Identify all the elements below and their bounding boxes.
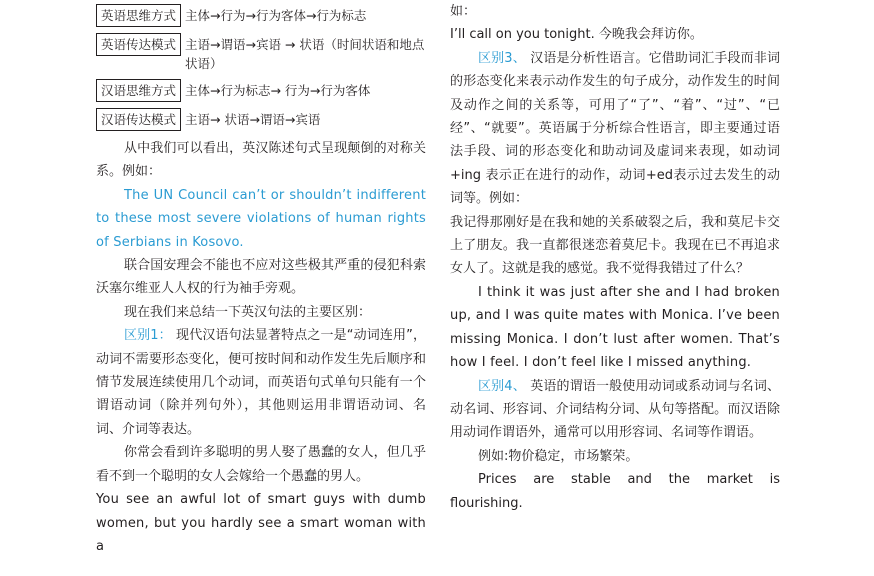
example-chinese: 联合国安理会不能也不应对这些极其严重的侵犯科索沃塞尔维亚人人权的行为袖手旁观。 xyxy=(96,258,426,297)
paragraph-example-zh: 你常会看到许多聪明的男人娶了愚蠢的女人，但几乎看不到一个聪明的女人会嫁给一个愚蠢的男人。 xyxy=(96,445,426,484)
paragraph-summary: 现在我们来总结一下英汉句法的主要区别： xyxy=(124,304,372,320)
difference-4-text: 英语的谓语一般使用动词或系动词与名词、动名词、形容词、介词结构分词、从句等搭配。而汉语除用动词作谓语外，通常可以用形容词、名词等作谓语。 xyxy=(450,378,780,441)
example-paragraph-en: I think it was just after she and I had broken up, and I was quite mates with Monica. I’ve been missing Monica. I don’t lust after women. That’s how I feel. I don’t feel like I missed anything. xyxy=(450,284,780,371)
difference-1-label: 区别1： xyxy=(124,328,172,344)
example-english: The UN Council can’t or shouldn’t indifferent to these most severe violations of human rights of Serbians in Kosovo. xyxy=(96,187,426,250)
difference-3 xyxy=(450,47,780,211)
chinese-expression-label: 汉语传达模式 xyxy=(96,108,181,131)
difference-4 xyxy=(450,375,780,445)
paragraph-example-en: You see an awful lot of smart guys with dumb women, but you hardly see a smart woman with a xyxy=(96,492,426,554)
chinese-thinking-label: 汉语思维方式 xyxy=(96,79,181,102)
chinese-expression-row xyxy=(96,108,426,131)
example-zh-short: 例如:物价稳定，市场繁荣。 xyxy=(478,448,639,464)
english-expression-text: 主语→谓语→宾语 → 状语（时间状语和地点状语） xyxy=(185,37,425,71)
right-column xyxy=(450,0,780,515)
difference-3-label: 区别3、 xyxy=(478,50,526,66)
chinese-expression-text: 主语→ 状语→谓语→宾语 xyxy=(185,112,321,127)
difference-1 xyxy=(96,324,426,441)
paragraph-intro: 从中我们可以看出，英汉陈述句式呈现颠倒的对称关系。例如： xyxy=(96,141,426,180)
chinese-thinking-row xyxy=(96,79,426,102)
difference-1-text: 现代汉语句法显著特点之一是“动词连用”，动词不需要形态变化，便可按时间和动作发生先后顺序和情节发展连续使用几个动词，而英语句式单句只能有一个谓语动词（除并列句外），其他则运用非谓语动词、名词、介词等表达。 xyxy=(96,328,426,437)
right-line-1: 如： xyxy=(450,4,477,19)
english-expression-label: 英语传达模式 xyxy=(96,33,181,56)
english-thinking-row xyxy=(96,4,426,27)
english-thinking-text: 主体→行为→行为客体→行为标志 xyxy=(185,8,367,23)
difference-3-text: 汉语是分析性语言。它借助词汇手段而非词的形态变化来表示动作发生的句子成分，动作发生的时间及动作之间的关系等，可用了“了”、“着”、“过”、“已经”、“就要”。英语属于分析综合性语言，即主要通过语法手段、词的形态变化和助动词及虚词来表现，如动词+ing 表示正在进行的动作，动词+ed表示过去发生的动词等。例如： xyxy=(450,50,780,207)
left-column xyxy=(96,0,426,558)
example-en-short: Prices are stable and the market is flourishing. xyxy=(450,472,780,511)
difference-4-label: 区别4、 xyxy=(478,378,526,394)
example-paragraph-zh: 我记得那刚好是在我和她的关系破裂之后，我和莫尼卡交上了朋友。我一直都很迷恋着莫尼卡。我现在已不再追求女人了。这就是我的感觉。我不觉得我错过了什么？ xyxy=(450,214,780,277)
english-thinking-label: 英语思维方式 xyxy=(96,4,181,27)
chinese-thinking-text: 主体→行为标志→ 行为→行为客体 xyxy=(185,83,371,98)
english-expression-row xyxy=(96,33,426,73)
right-line-2: I’ll call on you tonight. 今晚我会拜访你。 xyxy=(450,27,703,43)
